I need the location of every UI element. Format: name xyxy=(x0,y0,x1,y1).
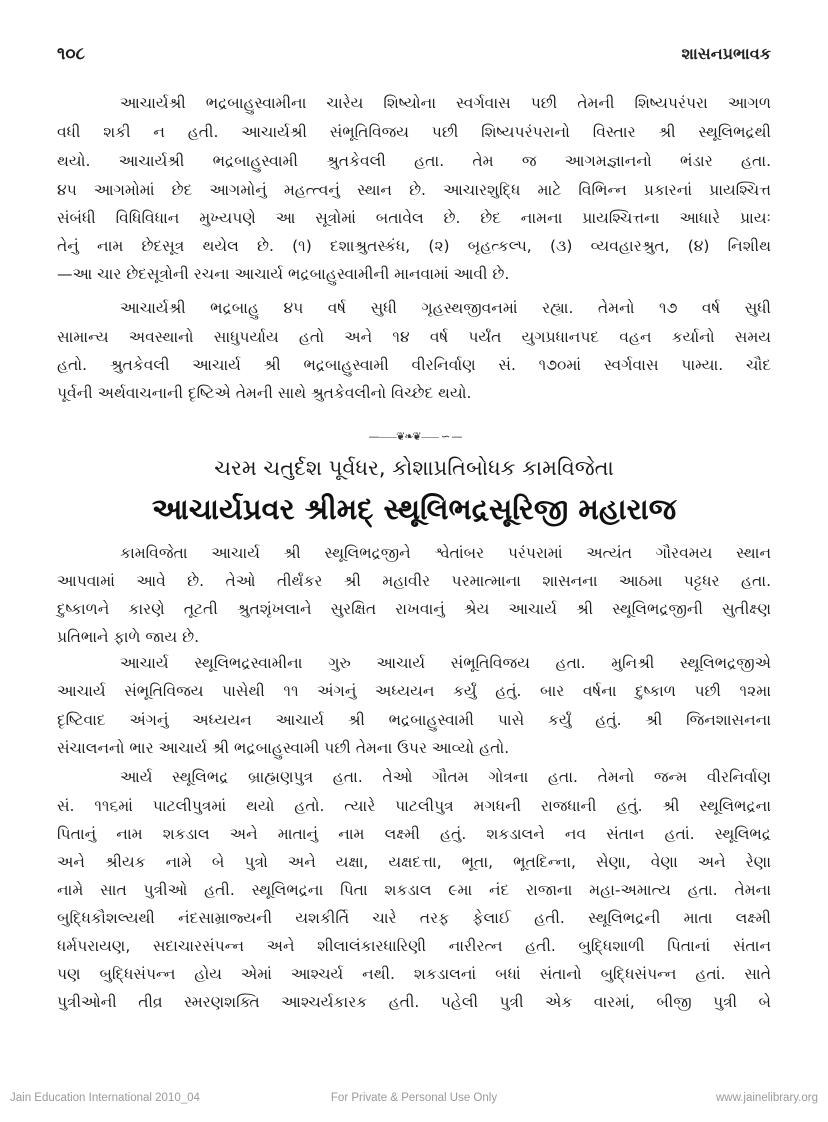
text-line: સંબંધી વિધિવિધાન મુખ્યપણે આ સૂત્રોમાં બતાવેલ છે. છેદ નામના પ્રાયશ્ચિત્તના આધારે પ્રાયઃ xyxy=(57,209,771,227)
page-number: ૧૦૮ xyxy=(57,44,85,64)
text-line: આપવામાં આવે છે. તેઓ તીર્થંકર શ્રી મહાવીર પરમાત્માના શાસનના આઠમા પટ્ટધર હતા. xyxy=(57,572,771,590)
text-line: આચાર્યશ્રી ભદ્રબાહુસ્વામીના ચારેય શિષ્યોના સ્વર્ગવાસ પછી તેમની શિષ્યપરંપરા આગળ xyxy=(120,94,771,112)
footer-usage-notice: For Private & Personal Use Only xyxy=(330,1092,498,1104)
text-line: આચાર્ય સ્થૂલિભદ્રસ્વામીના ગુરુ આચાર્ય સંભૂતિવિજય હતા. મુનિશ્રી સ્થૂલિભદ્રજીએ xyxy=(120,654,771,672)
text-line: અને શ્રીયક નામે બે પુત્રો અને યક્ષા, યક્ષદત્તા, ભૂતા, ભૂતદિન્ના, સેણા, વેણા અને રેણા xyxy=(57,853,771,871)
footer-publisher: Jain Education International 2010_04 xyxy=(10,1092,200,1104)
text-line: નામે સાત પુત્રીઓ હતી. સ્થૂલિભદ્રના પિતા શકડાલ ૯મા નંદ રાજાના મહા-અમાત્ય હતા. તેમના xyxy=(57,881,771,899)
text-line: દુષ્કાળને કારણે તૂટતી શ્રુતશૃંખલાને સુરક્ષિત રાખવાનું શ્રેય આચાર્ય શ્રી સ્થૂલિભદ્રજીની સુતીક્ષ્ણ xyxy=(57,600,771,618)
chapter-subtitle: ચરમ ચતુર્દશ પૂર્વધર, કોશાપ્રતિબોધક કામવિજેતા xyxy=(214,456,614,480)
text-line: આચાર્ય સંભૂતિવિજય પાસેથી ૧૧ અંગનું અધ્યયન કર્યું હતું. બાર વર્ષના દુષ્કાળ પછી ૧૨મા xyxy=(57,682,771,700)
chapter-title: આચાર્યપ્રવર શ્રીમદ્ સ્થૂલિભદ્રસૂરિજી મહારાજ xyxy=(151,492,677,526)
text-line: સામાન્ય અવસ્થાનો સાધુપર્યાય હતો અને ૧૪ વર્ષ પર્યંત યુગપ્રધાનપદ વહન કર્યાનો સમય xyxy=(57,328,771,346)
text-line: સં. ૧૧૬માં પાટલીપુત્રમાં થયો હતો. ત્યારે પાટલીપુત્ર મગધની રાજધાની હતું. શ્રી સ્થૂલિભદ્રના xyxy=(57,797,771,815)
text-line: કામવિજેતા આચાર્ય શ્રી સ્થૂલિભદ્રજીને શ્વેતાંબર પરંપરામાં અત્યંત ગૌરવમય સ્થાન xyxy=(120,544,771,562)
footer-website-link[interactable]: www.jainelibrary.org xyxy=(715,1092,818,1104)
text-line: ૪૫ આગમોમાં છેદ આગમોનું મહત્ત્વનું સ્થાન છે. આચારશુદ્ધિ માટે વિભિન્ન પ્રકારનાં પ્રાયશ્ચિત્ત xyxy=(57,181,771,199)
text-line: પૂર્વની અર્થવાચનાની દૃષ્ટિએ તેમની સાથે શ્રુતકેવલીનો વિચ્છેદ થયો. xyxy=(57,384,472,402)
text-line: આર્ય સ્થૂલિભદ્ર બ્રાહ્મણપુત્ર હતા. તેઓ ગૌતમ ગોત્રના હતા. તેમનો જન્મ વીરનિર્વાણ xyxy=(120,768,771,786)
text-line: —આ ચાર છેદસૂત્રોની રચના આચાર્ય ભદ્રબાહુસ્વામીની માનવામાં આવી છે. xyxy=(57,265,510,283)
text-line: ધર્મપરાયણ, સદાચારસંપન્ન અને શીલાલંકારધારિણી નારીરત્ન હતી. બુદ્ધિશાળી પિતાનાં સંતાન xyxy=(57,937,771,955)
ornamental-divider: —⸺❦❧❦⸺ ∽ — xyxy=(368,430,462,443)
text-line: પિતાનું નામ શકડાલ અને માતાનું નામ લક્ષ્મી હતું. શકડાલને નવ સંતાન હતાં. સ્થૂલિભદ્ર xyxy=(57,825,771,843)
text-line: હતો. શ્રુતકેવલી આચાર્ય શ્રી ભદ્રબાહુસ્વામી વીરનિર્વાણ સં. ૧૭૦માં સ્વર્ગવાસ પામ્યા. ચૌદ xyxy=(57,356,771,374)
text-line: પણ બુદ્ધિસંપન્ન હોય એમાં આશ્ચર્ય નથી. શકડાલનાં બધાં સંતાનો બુદ્ધિસંપન્ન હતાં. સાતે xyxy=(57,965,771,983)
text-line: સંચાલનનો ભાર આચાર્ય શ્રી ભદ્રબાહુસ્વામી પછી તેમના ઉપર આવ્યો હતો. xyxy=(57,739,510,757)
text-line: પ્રતિભાને ફાળે જાય છે. xyxy=(57,628,200,646)
text-line: તેનું નામ છેદસૂત્ર થયેલ છે. (૧) દશાશ્રુતસ્કંધ, (૨) બૃહત્કલ્પ, (૩) વ્યવહારશ્રુત, (૪) નિશીથ xyxy=(57,237,771,255)
page-footer xyxy=(10,1092,818,1110)
text-line: વધી શકી ન હતી. આચાર્યશ્રી સંભૂતિવિજય પછી શિષ્યપરંપરાનો વિસ્તાર શ્રી સ્થૂલિભદ્રથી xyxy=(57,123,771,141)
running-title: શાસનપ્રભાવક xyxy=(681,44,771,63)
text-line: બુદ્ધિકૌશલ્યથી નંદસામ્રાજ્યની યશકીર્તિ ચારે તરફ ફેલાઈ હતી. સ્થૂલિભદ્રની માતા લક્ષ્મી xyxy=(57,909,771,927)
text-line: થયો. આચાર્યશ્રી ભદ્રબાહુસ્વામી શ્રુતકેવલી હતા. તેમ જ આગમજ્ઞાનનો ભંડાર હતા. xyxy=(57,152,771,170)
text-line: આચાર્યશ્રી ભદ્રબાહુ ૪૫ વર્ષ સુધી ગૃહસ્થજીવનમાં રહ્યા. તેમનો ૧૭ વર્ષ સુધી xyxy=(120,299,771,317)
page-header xyxy=(57,44,771,72)
text-line: દૃષ્ટિવાદ અંગનું અધ્યયન આચાર્ય શ્રી ભદ્રબાહુસ્વામી પાસે કર્યું હતું. શ્રી જિનશાસનના xyxy=(57,711,771,729)
text-line: પુત્રીઓની તીવ્ર સ્મરણશક્તિ આશ્ચર્યકારક હતી. પહેલી પુત્રી એક વારમાં, બીજી પુત્રી બે xyxy=(57,993,771,1011)
